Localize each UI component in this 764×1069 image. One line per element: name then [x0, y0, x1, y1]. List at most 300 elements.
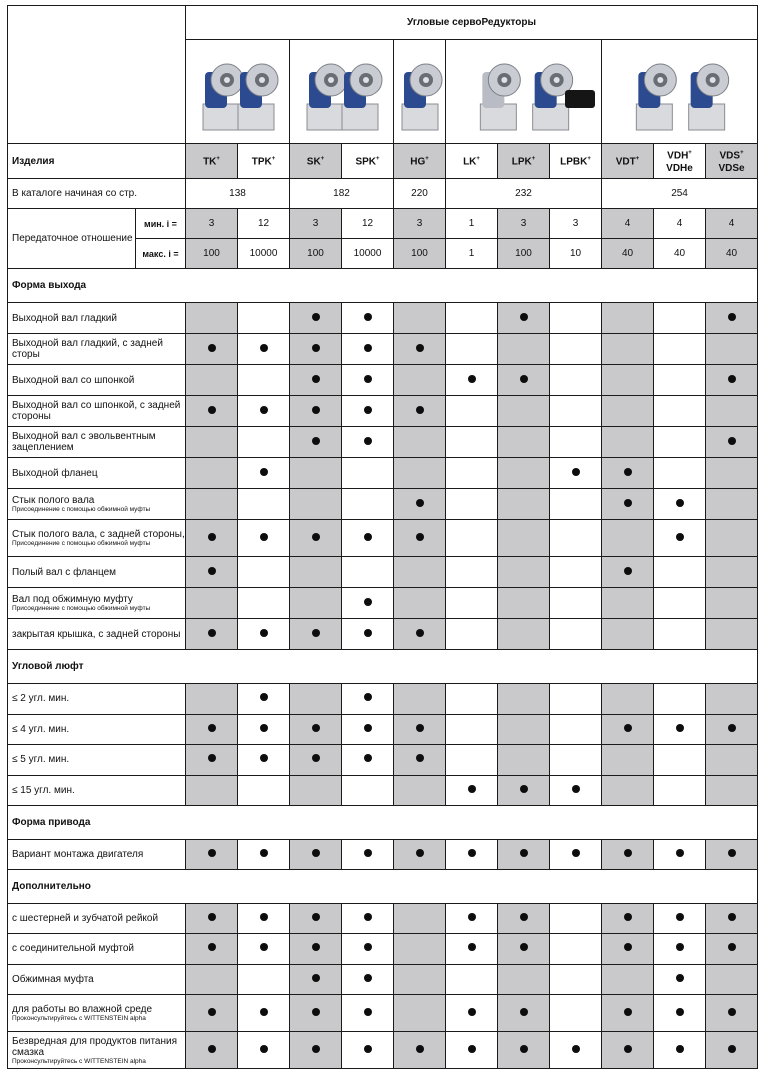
bullet-icon: [520, 913, 528, 921]
bullet-icon: [728, 724, 736, 732]
row-label: закрытая крышка, с задней стороны: [8, 619, 186, 650]
bullet-icon: [312, 629, 320, 637]
bullet-icon: [260, 754, 268, 762]
availability-cell: [654, 365, 706, 396]
table-row: [8, 903, 758, 934]
availability-cell: [342, 714, 394, 745]
ratio-max-value: 100: [498, 239, 550, 269]
bullet-icon: [312, 313, 320, 321]
availability-cell: [446, 557, 498, 588]
catalog-page-value: 220: [394, 179, 446, 209]
availability-cell: [342, 745, 394, 776]
availability-cell: [550, 684, 602, 715]
availability-cell: [498, 714, 550, 745]
bullet-icon: [364, 598, 372, 606]
bullet-icon: [208, 849, 216, 857]
availability-cell: [238, 489, 290, 520]
availability-cell: [186, 1032, 238, 1069]
availability-cell: [654, 840, 706, 870]
bullet-icon: [624, 567, 632, 575]
bullet-icon: [364, 313, 372, 321]
bullet-icon: [364, 375, 372, 383]
availability-cell: [238, 684, 290, 715]
bullet-icon: [468, 785, 476, 793]
availability-cell: [654, 964, 706, 995]
availability-cell: [290, 458, 342, 489]
bullet-icon: [676, 913, 684, 921]
availability-cell: [550, 619, 602, 650]
bullet-icon: [208, 533, 216, 541]
availability-cell: [342, 775, 394, 806]
bullet-icon: [260, 406, 268, 414]
availability-cell: [186, 903, 238, 934]
bullet-icon: [312, 437, 320, 445]
availability-cell: [602, 745, 654, 776]
row-label: Безвредная для продуктов питания смазка Проконсультируйтесь с WITTENSTEIN alpha: [8, 1032, 186, 1069]
availability-cell: [550, 396, 602, 427]
availability-cell: [342, 396, 394, 427]
table-title: Угловые сервоРедукторы: [186, 6, 758, 40]
bullet-icon: [312, 1045, 320, 1053]
bullet-icon: [676, 1008, 684, 1016]
catalog-page-value: 138: [186, 179, 290, 209]
availability-cell: [602, 588, 654, 619]
section-title: Угловой люфт: [8, 650, 758, 684]
availability-cell: [550, 520, 602, 557]
availability-cell: [238, 903, 290, 934]
availability-cell: [446, 1032, 498, 1069]
row-label: Выходной фланец: [8, 458, 186, 489]
table-row: [8, 588, 758, 619]
availability-cell: [238, 588, 290, 619]
availability-cell: [654, 334, 706, 365]
bullet-icon: [416, 533, 424, 541]
availability-cell: [550, 995, 602, 1032]
availability-cell: [394, 557, 446, 588]
availability-cell: [290, 995, 342, 1032]
bullet-icon: [208, 406, 216, 414]
table-row: [8, 714, 758, 745]
ratio-max-value: 100: [290, 239, 342, 269]
bullet-icon: [624, 913, 632, 921]
availability-cell: [550, 557, 602, 588]
ratio-min-value: 1: [446, 209, 498, 239]
availability-cell: [550, 964, 602, 995]
availability-cell: [498, 619, 550, 650]
availability-cell: [602, 619, 654, 650]
availability-cell: [550, 303, 602, 334]
availability-cell: [602, 903, 654, 934]
availability-cell: [394, 714, 446, 745]
availability-cell: [706, 775, 758, 806]
availability-cell: [446, 684, 498, 715]
bullet-icon: [728, 375, 736, 383]
availability-cell: [654, 714, 706, 745]
availability-cell: [290, 745, 342, 776]
availability-cell: [654, 775, 706, 806]
availability-cell: [498, 840, 550, 870]
availability-cell: [498, 557, 550, 588]
bullet-icon: [468, 913, 476, 921]
bullet-icon: [468, 1008, 476, 1016]
availability-cell: [706, 964, 758, 995]
bullet-icon: [208, 344, 216, 352]
availability-cell: [654, 934, 706, 965]
ratio-max-value: 40: [706, 239, 758, 269]
availability-cell: [394, 964, 446, 995]
availability-cell: [290, 775, 342, 806]
availability-cell: [550, 714, 602, 745]
availability-cell: [498, 775, 550, 806]
availability-cell: [446, 489, 498, 520]
bullet-icon: [208, 754, 216, 762]
availability-cell: [602, 396, 654, 427]
bullet-icon: [728, 1008, 736, 1016]
bullet-icon: [624, 499, 632, 507]
ratio-min-value: 3: [186, 209, 238, 239]
section-title: Форма привода: [8, 806, 758, 840]
bullet-icon: [364, 943, 372, 951]
availability-cell: [654, 903, 706, 934]
bullet-icon: [312, 849, 320, 857]
bullet-icon: [312, 533, 320, 541]
availability-cell: [394, 684, 446, 715]
availability-cell: [186, 588, 238, 619]
availability-cell: [602, 995, 654, 1032]
availability-cell: [602, 427, 654, 458]
bullet-icon: [676, 974, 684, 982]
bullet-icon: [572, 849, 580, 857]
availability-cell: [186, 840, 238, 870]
availability-cell: [290, 619, 342, 650]
table-row: [8, 934, 758, 965]
bullet-icon: [312, 406, 320, 414]
availability-cell: [446, 396, 498, 427]
availability-cell: [290, 303, 342, 334]
row-label: Вариант монтажа двигателя: [8, 840, 186, 870]
section-header-row: [8, 869, 758, 903]
availability-cell: [186, 334, 238, 365]
availability-cell: [394, 303, 446, 334]
availability-cell: [706, 714, 758, 745]
availability-cell: [238, 334, 290, 365]
table-row: [8, 1032, 758, 1069]
availability-cell: [654, 995, 706, 1032]
table-row: [8, 995, 758, 1032]
availability-cell: [394, 619, 446, 650]
availability-cell: [706, 934, 758, 965]
bullet-icon: [364, 693, 372, 701]
availability-cell: [342, 1032, 394, 1069]
availability-cell: [446, 745, 498, 776]
availability-cell: [654, 588, 706, 619]
table-row: [8, 458, 758, 489]
availability-cell: [394, 745, 446, 776]
availability-cell: [394, 775, 446, 806]
bullet-icon: [260, 849, 268, 857]
availability-cell: [550, 588, 602, 619]
availability-cell: [394, 489, 446, 520]
availability-cell: [706, 745, 758, 776]
bullet-icon: [312, 344, 320, 352]
bullet-icon: [624, 1045, 632, 1053]
availability-cell: [654, 489, 706, 520]
bullet-icon: [364, 629, 372, 637]
availability-cell: [498, 934, 550, 965]
availability-cell: [186, 714, 238, 745]
products-label: Изделия: [8, 144, 186, 179]
bullet-icon: [624, 724, 632, 732]
availability-cell: [602, 714, 654, 745]
row-label: Выходной вал со шпонкой, с задней стороны: [8, 396, 186, 427]
availability-cell: [706, 684, 758, 715]
availability-cell: [186, 365, 238, 396]
availability-cell: [498, 396, 550, 427]
availability-cell: [446, 427, 498, 458]
availability-cell: [654, 396, 706, 427]
bullet-icon: [676, 1045, 684, 1053]
availability-cell: [654, 303, 706, 334]
availability-cell: [394, 520, 446, 557]
availability-cell: [186, 964, 238, 995]
availability-cell: [498, 745, 550, 776]
availability-cell: [602, 458, 654, 489]
bullet-icon: [364, 1008, 372, 1016]
availability-cell: [498, 365, 550, 396]
availability-cell: [654, 458, 706, 489]
table-row: [8, 396, 758, 427]
availability-cell: [394, 458, 446, 489]
availability-cell: [550, 458, 602, 489]
bullet-icon: [208, 567, 216, 575]
availability-cell: [290, 903, 342, 934]
product-comparison-table: [7, 5, 758, 1069]
bullet-icon: [520, 313, 528, 321]
availability-cell: [290, 1032, 342, 1069]
availability-cell: [706, 458, 758, 489]
bullet-icon: [572, 785, 580, 793]
availability-cell: [290, 557, 342, 588]
availability-cell: [290, 334, 342, 365]
table-row: [8, 489, 758, 520]
availability-cell: [290, 520, 342, 557]
ratio-max-value: 100: [394, 239, 446, 269]
corner-blank-cell: [8, 6, 186, 144]
bullet-icon: [260, 724, 268, 732]
row-sublabel: Проконсультируйтесь с WITTENSTEIN alpha: [12, 1015, 146, 1022]
availability-cell: [290, 684, 342, 715]
availability-cell: [602, 365, 654, 396]
bullet-icon: [468, 849, 476, 857]
bullet-icon: [364, 913, 372, 921]
availability-cell: [394, 588, 446, 619]
availability-cell: [238, 745, 290, 776]
availability-cell: [550, 775, 602, 806]
table-row: [8, 745, 758, 776]
availability-cell: [238, 303, 290, 334]
bullet-icon: [260, 913, 268, 921]
availability-cell: [446, 458, 498, 489]
bullet-icon: [364, 754, 372, 762]
tk-tpk-image: [186, 40, 290, 144]
availability-cell: [290, 427, 342, 458]
availability-cell: [446, 619, 498, 650]
availability-cell: [238, 458, 290, 489]
row-label: Полый вал с фланцем: [8, 557, 186, 588]
bullet-icon: [208, 943, 216, 951]
bullet-icon: [364, 437, 372, 445]
section-header-row: [8, 650, 758, 684]
availability-cell: [290, 396, 342, 427]
availability-cell: [706, 557, 758, 588]
availability-cell: [446, 903, 498, 934]
section-header-row: [8, 269, 758, 303]
availability-cell: [498, 995, 550, 1032]
ratio-min-value: 3: [498, 209, 550, 239]
availability-cell: [446, 588, 498, 619]
row-label: Выходной вал со шпонкой: [8, 365, 186, 396]
ratio-min-value: 3: [290, 209, 342, 239]
availability-cell: [186, 995, 238, 1032]
ratio-min-value: 4: [602, 209, 654, 239]
availability-cell: [706, 520, 758, 557]
hg-image: [394, 40, 446, 144]
availability-cell: [238, 995, 290, 1032]
comparison-grid: [7, 5, 758, 1069]
table-row: [8, 520, 758, 557]
bullet-icon: [728, 437, 736, 445]
bullet-icon: [208, 913, 216, 921]
availability-cell: [550, 745, 602, 776]
availability-cell: [446, 520, 498, 557]
bullet-icon: [624, 468, 632, 476]
row-label: Выходной вал гладкий, с задней сторы: [8, 334, 186, 365]
row-label: ≤ 5 угл. мин.: [8, 745, 186, 776]
bullet-icon: [520, 849, 528, 857]
row-label: ≤ 15 угл. мин.: [8, 775, 186, 806]
availability-cell: [238, 775, 290, 806]
row-label: ≤ 4 угл. мин.: [8, 714, 186, 745]
availability-cell: [654, 520, 706, 557]
bullet-icon: [312, 913, 320, 921]
bullet-icon: [676, 533, 684, 541]
availability-cell: [342, 303, 394, 334]
row-label: Обжимная муфта: [8, 964, 186, 995]
catalog-page-value: 182: [290, 179, 394, 209]
bullet-icon: [728, 913, 736, 921]
row-label: Вал под обжимную муфту Присоединение с помощью обжимной муфты: [8, 588, 186, 619]
bullet-icon: [468, 375, 476, 383]
table-row: [8, 303, 758, 334]
availability-cell: [394, 934, 446, 965]
catalog-page-value: 232: [446, 179, 602, 209]
row-label: ≤ 2 угл. мин.: [8, 684, 186, 715]
availability-cell: [238, 840, 290, 870]
table-row: [8, 557, 758, 588]
availability-cell: [602, 1032, 654, 1069]
bullet-icon: [312, 1008, 320, 1016]
availability-cell: [602, 334, 654, 365]
availability-cell: [238, 520, 290, 557]
bullet-icon: [520, 785, 528, 793]
bullet-icon: [312, 974, 320, 982]
bullet-icon: [416, 849, 424, 857]
row-sublabel: Присоединение с помощью обжимной муфты: [12, 506, 151, 513]
bullet-icon: [364, 1045, 372, 1053]
bullet-icon: [364, 406, 372, 414]
ratio-max-value: 10: [550, 239, 602, 269]
bullet-icon: [364, 724, 372, 732]
ratio-max-value: 40: [602, 239, 654, 269]
availability-cell: [290, 964, 342, 995]
product-column-header: VDH+ VDHe: [654, 144, 706, 179]
ratio-max-value: 10000: [238, 239, 290, 269]
availability-cell: [394, 995, 446, 1032]
availability-cell: [498, 303, 550, 334]
bullet-icon: [624, 849, 632, 857]
availability-cell: [342, 619, 394, 650]
availability-cell: [446, 334, 498, 365]
ratio-min-value: 3: [394, 209, 446, 239]
availability-cell: [498, 458, 550, 489]
availability-cell: [706, 365, 758, 396]
ratio-label: Передаточное отношение: [8, 209, 136, 269]
availability-cell: [290, 934, 342, 965]
row-sublabel: Проконсультируйтесь с WITTENSTEIN alpha: [12, 1057, 146, 1065]
bullet-icon: [728, 313, 736, 321]
availability-cell: [186, 775, 238, 806]
availability-cell: [706, 995, 758, 1032]
availability-cell: [446, 964, 498, 995]
bullet-icon: [364, 344, 372, 352]
availability-cell: [498, 588, 550, 619]
availability-cell: [394, 840, 446, 870]
availability-cell: [602, 557, 654, 588]
availability-cell: [654, 619, 706, 650]
catalog-label: В каталоге начиная со стр.: [8, 179, 186, 209]
availability-cell: [342, 840, 394, 870]
availability-cell: [602, 684, 654, 715]
row-label: Выходной вал с эвольвентным зацеплением: [8, 427, 186, 458]
availability-cell: [342, 365, 394, 396]
availability-cell: [186, 520, 238, 557]
ratio-min-value: 12: [342, 209, 394, 239]
bullet-icon: [364, 849, 372, 857]
availability-cell: [706, 303, 758, 334]
availability-cell: [238, 1032, 290, 1069]
catalog-page-value: 254: [602, 179, 758, 209]
product-column-header: VDS+ VDSe: [706, 144, 758, 179]
bullet-icon: [520, 1045, 528, 1053]
bullet-icon: [676, 499, 684, 507]
ratio-min-value: 4: [706, 209, 758, 239]
bullet-icon: [728, 849, 736, 857]
bullet-icon: [676, 943, 684, 951]
availability-cell: [342, 588, 394, 619]
availability-cell: [498, 903, 550, 934]
availability-cell: [186, 427, 238, 458]
table-row: [8, 334, 758, 365]
bullet-icon: [520, 943, 528, 951]
bullet-icon: [572, 468, 580, 476]
row-label: Выходной вал гладкий: [8, 303, 186, 334]
availability-cell: [238, 964, 290, 995]
bullet-icon: [416, 406, 424, 414]
availability-cell: [342, 334, 394, 365]
ratio-min-label: мин. i =: [136, 209, 186, 239]
availability-cell: [290, 840, 342, 870]
availability-cell: [342, 964, 394, 995]
